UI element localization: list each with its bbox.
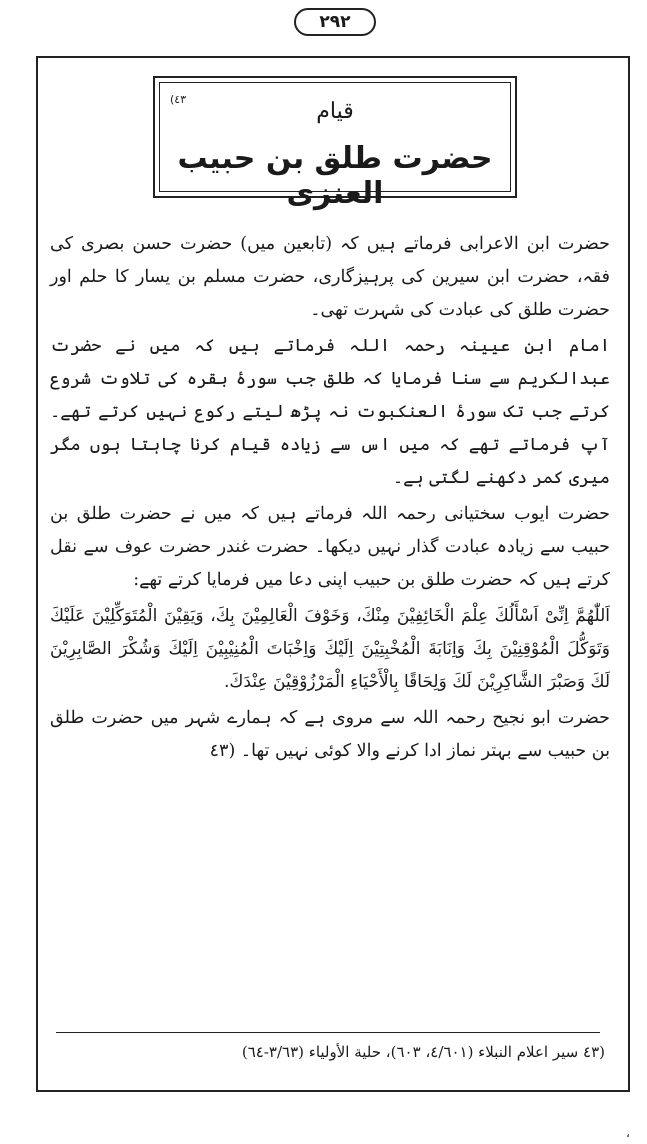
title-footnote-marker: (٤٣	[170, 93, 187, 106]
closing-text: حضرت ابو نجیح رحمہ اللہ سے مروی ہے کہ ہمارے شہر میں حضرت طلق بن حبیب سے بہتر نماز ادا کرنے والا کوئی نہیں تھا۔	[50, 708, 610, 761]
closing-paragraph	[50, 702, 610, 768]
title-inner-border	[159, 82, 511, 211]
section-title: قیام	[316, 99, 354, 124]
page-number: ٢٩٢	[294, 8, 376, 36]
paragraph-3: حضرت ایوب سختیانی رحمہ اللہ فرماتے ہیں کہ میں نے حضرت طلق بن حبیب سے زیادہ عبادت گذار نہیں دیکھا۔ حضرت غندر حضرت عوف سے نقل کرتے ہیں کہ حضرت طلق بن حبیب اپنی دعا میں فرمایا کرتے تھے:	[50, 504, 610, 590]
closing-footnote-marker: (٤٣	[209, 741, 236, 761]
paragraph-1: حضرت ابن الاعرابی فرماتے ہیں کہ (تابعین میں) حضرت حسن بصری کی فقہ، حضرت ابن سیرین کی پرہیزگاری، حضرت مسلم بن یسار کا حلم اور حضرت طلق کی عبادت کی شہرت تھی۔	[50, 234, 610, 320]
subject-title: حضرت طلق بن حبیب العنزی	[177, 141, 493, 211]
article-body	[50, 228, 610, 771]
footnote: (٤٣ سیر اعلام النبلاء (٤/٦٠١، ٦٠٣)، حلیة الأولیاء (٣/٦٣-٦٤)	[241, 1043, 605, 1061]
arabic-dua: اَللّٰهُمَّ اِنِّیْ اَسْأَلُكَ عِلْمَ الْخَائِفِیْنَ مِنْكَ، وَخَوْفَ الْعَالِمِیْنَ بِكَ، وَیَقِیْنَ الْمُتَوَكِّلِیْنَ عَلَیْكَ وَتَوَكُّلَ الْمُوْقِنِیْنَ بِكَ وَاِنَابَةَ الْمُخْبِتِیْنَ اِلَیْكَ وَاِخْبَاتَ الْمُنِیْبِیْنَ اِلَیْكَ وَشُكْرَ الصَّابِرِیْنَ لَكَ وَصَبْرَ الشَّاكِرِیْنَ لَكَ وَلِحَاقًا بِالْأَحْیَاءِ الْمَرْزُوْقِیْنَ عِنْدَكَ.	[50, 606, 610, 692]
corner-mark: ،	[626, 1126, 630, 1140]
paragraph-2: امام ابن عیینہ رحمہ اللہ فرماتے ہیں کہ میں نے حضرت عبدالکریم سے سنا فرمایا کہ طلق جب سورۂ بقرہ کی تلاوت شروع کرتے جب تک سورۂ العنکبوت نہ پڑھ لیتے رکوع نہیں کرتے تھے۔ آپ فرماتے تھے کہ میں اس سے زیادہ قیام کرنا چاہتا ہوں مگر میری کمر دکھنے لگتی ہے۔	[50, 336, 610, 488]
footnote-divider	[56, 1032, 600, 1033]
title-box	[153, 76, 517, 211]
